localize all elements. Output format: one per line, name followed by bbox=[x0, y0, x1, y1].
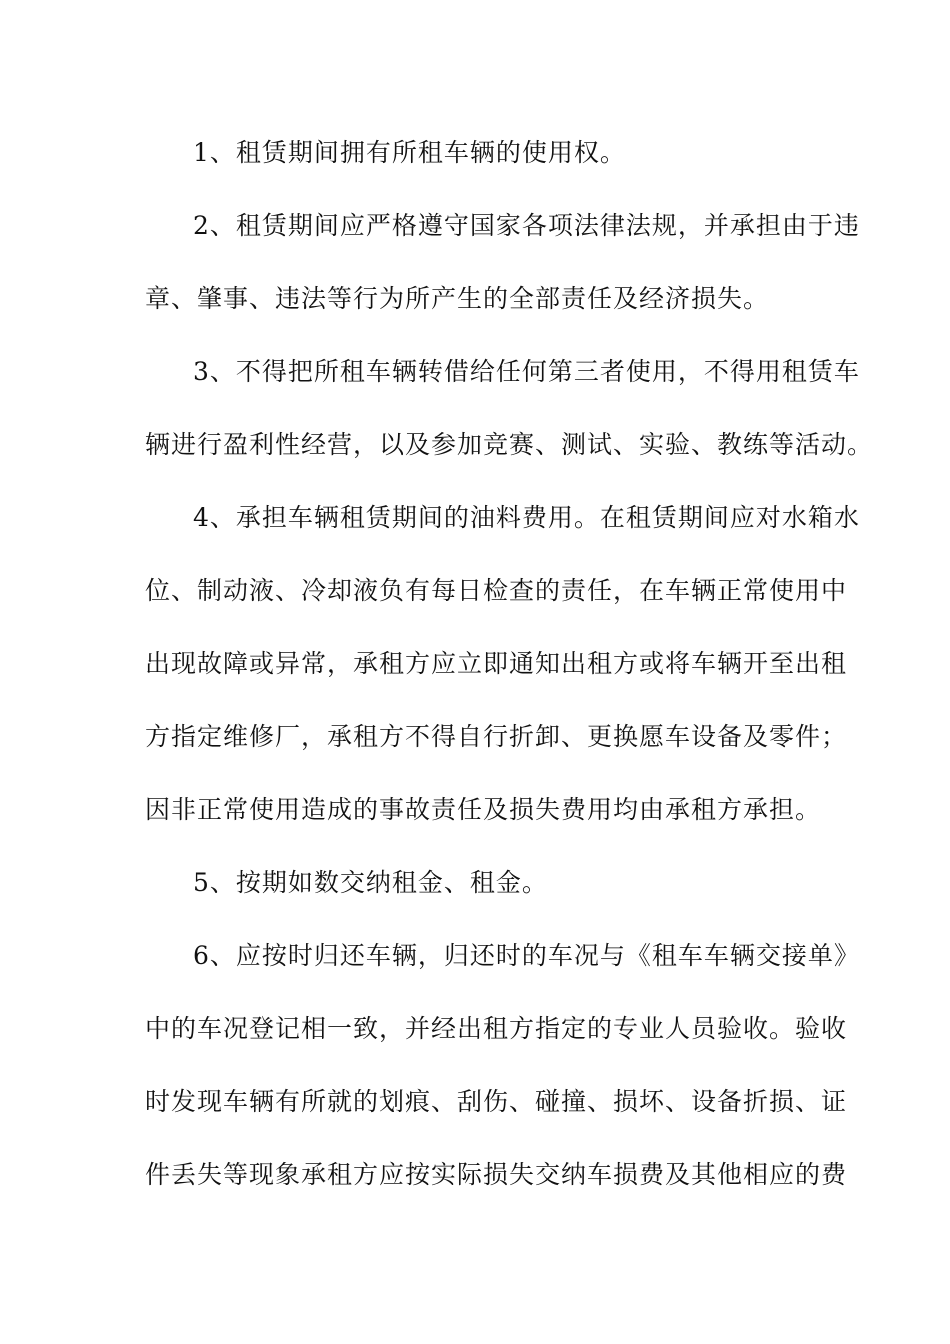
text-line-5: 辆进行盈利性经营，以及参加竞赛、测试、实验、教练等活动。 bbox=[145, 430, 874, 459]
text-line-4: 3、不得把所租车辆转借给任何第三者使用，不得用租赁车 bbox=[193, 357, 860, 386]
text-line-14: 时发现车辆有所就的划痕、刮伤、碰撞、损坏、设备折损、证 bbox=[145, 1087, 848, 1116]
text-line-13: 中的车况登记相一致，并经出租方指定的专业人员验收。验收 bbox=[145, 1014, 848, 1043]
text-line-9: 方指定维修厂，承租方不得自行折卸、更换愿车设备及零件； bbox=[145, 722, 848, 751]
text-line-15: 件丢失等现象承租方应按实际损失交纳车损费及其他相应的费 bbox=[145, 1160, 848, 1189]
text-line-10: 因非正常使用造成的事故责任及损失费用均由承租方承担。 bbox=[145, 795, 822, 824]
text-line-2: 2、租赁期间应严格遵守国家各项法律法规，并承担由于违 bbox=[193, 211, 860, 240]
text-line-6: 4、承担车辆租赁期间的油料费用。在租赁期间应对水箱水 bbox=[193, 503, 860, 532]
text-line-8: 出现故障或异常，承租方应立即通知出租方或将车辆开至出租 bbox=[145, 649, 848, 678]
text-line-1: 1、租赁期间拥有所租车辆的使用权。 bbox=[193, 138, 626, 167]
text-line-7: 位、制动液、冷却液负有每日检查的责任，在车辆正常使用中 bbox=[145, 576, 848, 605]
text-line-11: 5、按期如数交纳租金、租金。 bbox=[193, 868, 548, 897]
text-line-3: 章、肇事、违法等行为所产生的全部责任及经济损失。 bbox=[145, 284, 770, 313]
text-line-12: 6、应按时归还车辆，归还时的车况与《租车车辆交接单》 bbox=[193, 941, 860, 970]
